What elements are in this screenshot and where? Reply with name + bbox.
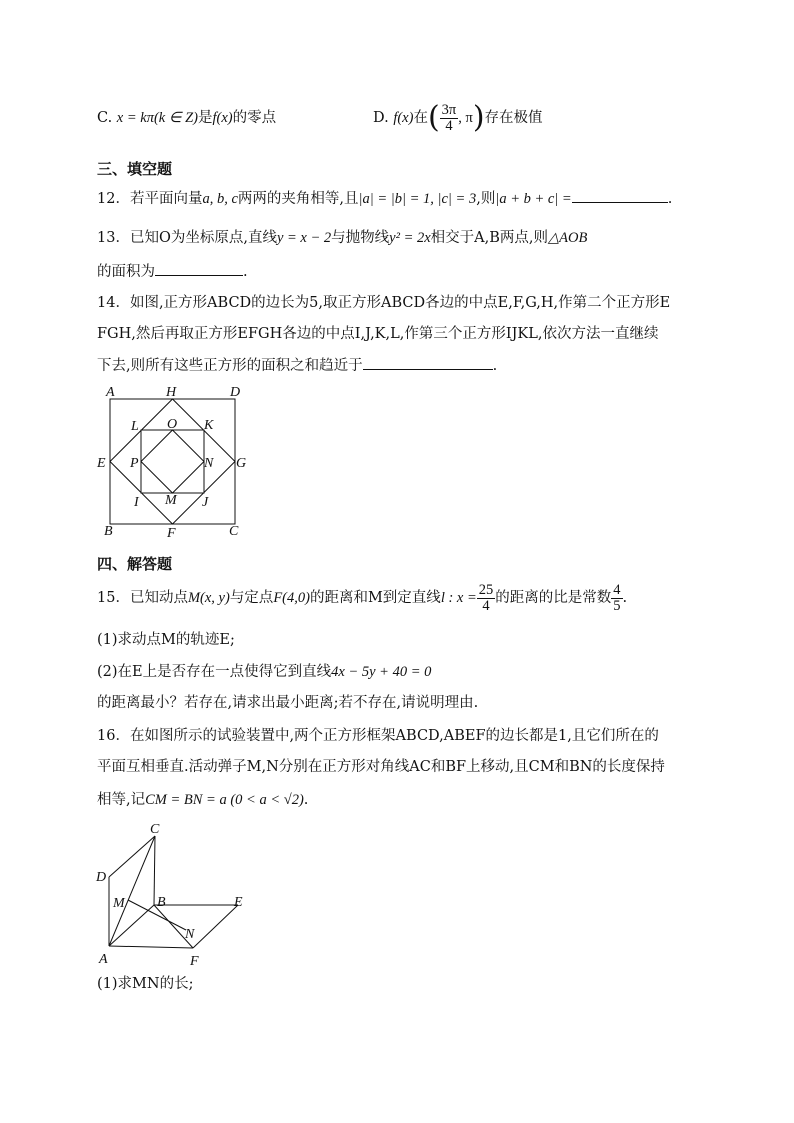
label-b: B xyxy=(157,895,166,910)
question-15-part1: (1)求动点M的轨迹E; xyxy=(97,632,235,648)
question-14-line1: 14．如图,正方形ABCD的边长为5,取正方形ABCD各边的中点E,F,G,H,作第二个正方形E xyxy=(97,295,671,311)
label-f: F xyxy=(190,954,199,969)
question-14-line3: 下去,则所有这些正方形的面积之和趋近于 . xyxy=(97,355,497,376)
section-heading-fill-in: 三、填空题 xyxy=(97,160,173,178)
label-b: B xyxy=(104,524,113,539)
label-h: H xyxy=(166,385,177,400)
question-16-part1: (1)求MN的长; xyxy=(97,976,194,992)
label-c: C xyxy=(229,524,239,539)
label-n: N xyxy=(204,456,214,471)
option-c: C. x = kπ(k ∈ Z)是f(x)的零点 xyxy=(97,110,277,126)
label-a: A xyxy=(106,385,115,400)
label-a: A xyxy=(99,952,108,967)
perpendicular-squares-figure xyxy=(90,818,260,973)
fraction: $\frac{25}{4}$ xyxy=(478,581,494,614)
square-mnop xyxy=(141,430,204,493)
label-l: L xyxy=(131,419,139,434)
answer-blank[interactable] xyxy=(572,188,668,203)
option-d: D. f(x)在( $\frac{3\pi}{4}$ , π)存在极值 xyxy=(373,100,543,135)
fraction: $\frac{3\pi}{4}$ xyxy=(441,101,457,134)
label-m: M xyxy=(113,896,125,911)
nested-squares-figure xyxy=(90,382,260,542)
label-g: G xyxy=(236,456,247,471)
question-15-part2-cont: 的距离最小？若存在,请求出最小距离;若不存在,请说明理由. xyxy=(97,695,479,711)
label-d: D xyxy=(230,385,241,400)
question-13: 13．已知O为坐标原点,直线y = x − 2与抛物线y² = 2x相交于A,B两点,则△AOB xyxy=(97,230,588,246)
label-c: C xyxy=(150,822,160,837)
label-d: D xyxy=(96,870,107,885)
label-f: F xyxy=(167,526,176,541)
label-e: E xyxy=(234,895,243,910)
square-ijkl xyxy=(141,430,204,493)
section-heading-solve: 四、解答题 xyxy=(97,555,173,573)
answer-blank[interactable] xyxy=(155,261,243,276)
label-e: E xyxy=(97,456,106,471)
question-13-line2: 的面积为 . xyxy=(97,261,248,282)
label-o: O xyxy=(167,417,178,432)
label-i: I xyxy=(134,495,139,510)
question-15: 15．已知动点M(x, y)与定点F(4,0)的距离和M到定直线l : x = $\frac{25}{4}$ 的距离的比是常数 $\frac{4}{5}$ . xyxy=(97,581,628,614)
question-16-line2: 平面互相垂直.活动弹子M,N分别在正方形对角线AC和BF上移动,且CM和BN的长度保持 xyxy=(97,759,665,775)
question-16-line3: 相等,记CM = BN = a (0 < a < √2). xyxy=(97,792,309,808)
answer-blank[interactable] xyxy=(363,355,493,370)
label-m: M xyxy=(165,493,177,508)
label-p: P xyxy=(130,456,139,471)
question-15-part2: (2)在E上是否存在一点使得它到直线4x − 5y + 40 = 0 xyxy=(97,664,432,680)
question-14-line2: FGH,然后再取正方形EFGH各边的中点I,J,K,L,作第三个正方形IJKL,依次方法一直继续 xyxy=(97,326,659,342)
label-k: K xyxy=(204,418,214,433)
label-j: J xyxy=(202,495,209,510)
question-12: 12．若平面向量a, b, c两两的夹角相等,且|a| = |b| = 1, |c| = 3,则|a + b + c| = . xyxy=(97,188,672,209)
fraction: $\frac{4}{5}$ xyxy=(613,581,621,614)
question-16-line1: 16．在如图所示的试验装置中,两个正方形框架ABCD,ABEF的边长都是1,且它们所在的 xyxy=(97,728,659,744)
label-n: N xyxy=(185,927,195,942)
